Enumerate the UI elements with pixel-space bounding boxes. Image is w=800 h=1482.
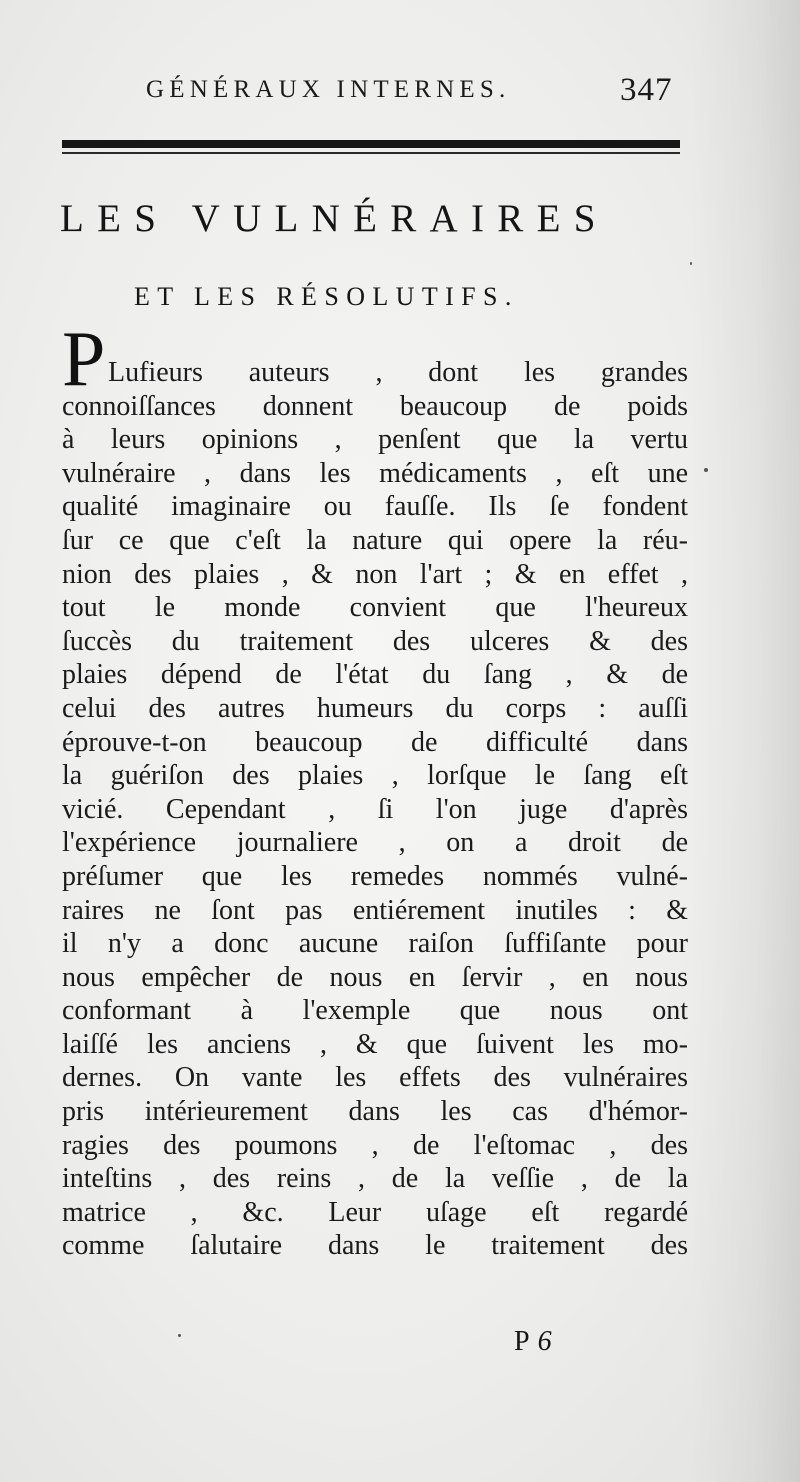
text-line: préſumer que les remedes nommés vulné- <box>62 860 688 892</box>
text-line: nous empêcher de nous en ſervir , en nous <box>62 961 688 993</box>
text-line: vicié. Cependant , ſi l'on juge d'après <box>62 793 688 825</box>
text-line: dernes. On vante les effets des vulnéraires <box>62 1062 688 1094</box>
text-line: qualité imaginaire ou fauſſe. Ils ſe fondent <box>62 491 688 523</box>
text-line: celui des autres humeurs du corps : auſſi <box>62 692 688 724</box>
text-line: vulnéraire , dans les médicaments , eſt une <box>62 457 688 489</box>
section-title: LES VULNÉRAIRES <box>60 197 609 240</box>
paper-speck <box>690 262 692 265</box>
text-line: ſur ce que c'eſt la nature qui opere la réu- <box>62 524 688 556</box>
signature-letter: P <box>514 1326 530 1357</box>
text-line: ragies des poumons , de l'eſtomac , des <box>62 1129 688 1161</box>
section-subtitle: ET LES RÉSOLUTIFS. <box>134 282 519 311</box>
text-line: laiſſé les anciens , & que ſuivent les mo- <box>62 1028 688 1060</box>
text-line: il n'y a donc aucune raiſon ſuffiſante pour <box>62 928 688 960</box>
text-line: la guériſon des plaies , lorſque le ſang eſt <box>62 760 688 792</box>
header-rule-thin <box>62 152 680 154</box>
paper-speck <box>704 468 708 472</box>
text-line: conformant à l'exemple que nous ont <box>62 995 688 1027</box>
text-line: tout le monde convient que l'heureux <box>62 592 688 624</box>
text-line: connoiſſances donnent beaucoup de poids <box>62 390 688 422</box>
text-line: pris intérieurement dans les cas d'hémor- <box>62 1096 688 1128</box>
text-line: éprouve-t-on beaucoup de difficulté dans <box>62 726 688 758</box>
text-line: Lufieurs auteurs , dont les grandes <box>108 357 688 388</box>
text-line: nion des plaies , & non l'art ; & en effet , <box>62 558 688 590</box>
text-line: l'expérience journaliere , on a droit de <box>62 827 688 859</box>
header-rule-thick <box>62 140 680 148</box>
text-line: comme ſalutaire dans le traitement des <box>62 1230 688 1262</box>
text-line: inteſtins , des reins , de la veſſie , de la <box>62 1163 688 1195</box>
page-edge-shadow <box>690 0 800 1482</box>
text-line: à leurs opinions , penſent que la vertu <box>62 424 688 456</box>
text-line: plaies dépend de l'état du ſang , & de <box>62 659 688 691</box>
text-line: raires ne ſont pas entiérement inutiles : & <box>62 894 688 926</box>
text-line: matrice , &c. Leur uſage eſt regardé <box>62 1196 688 1228</box>
text-line: ſuccès du traitement des ulceres & des <box>62 625 688 657</box>
signature-number: 6 <box>537 1326 552 1357</box>
running-head <box>146 72 686 116</box>
paper-speck <box>178 1334 181 1337</box>
body-text <box>62 356 688 1263</box>
running-title: GÉNÉRAUX INTERNES. <box>146 76 511 103</box>
drop-cap: P <box>62 315 106 402</box>
page-number: 347 <box>620 72 673 108</box>
signature-mark <box>514 1326 552 1358</box>
